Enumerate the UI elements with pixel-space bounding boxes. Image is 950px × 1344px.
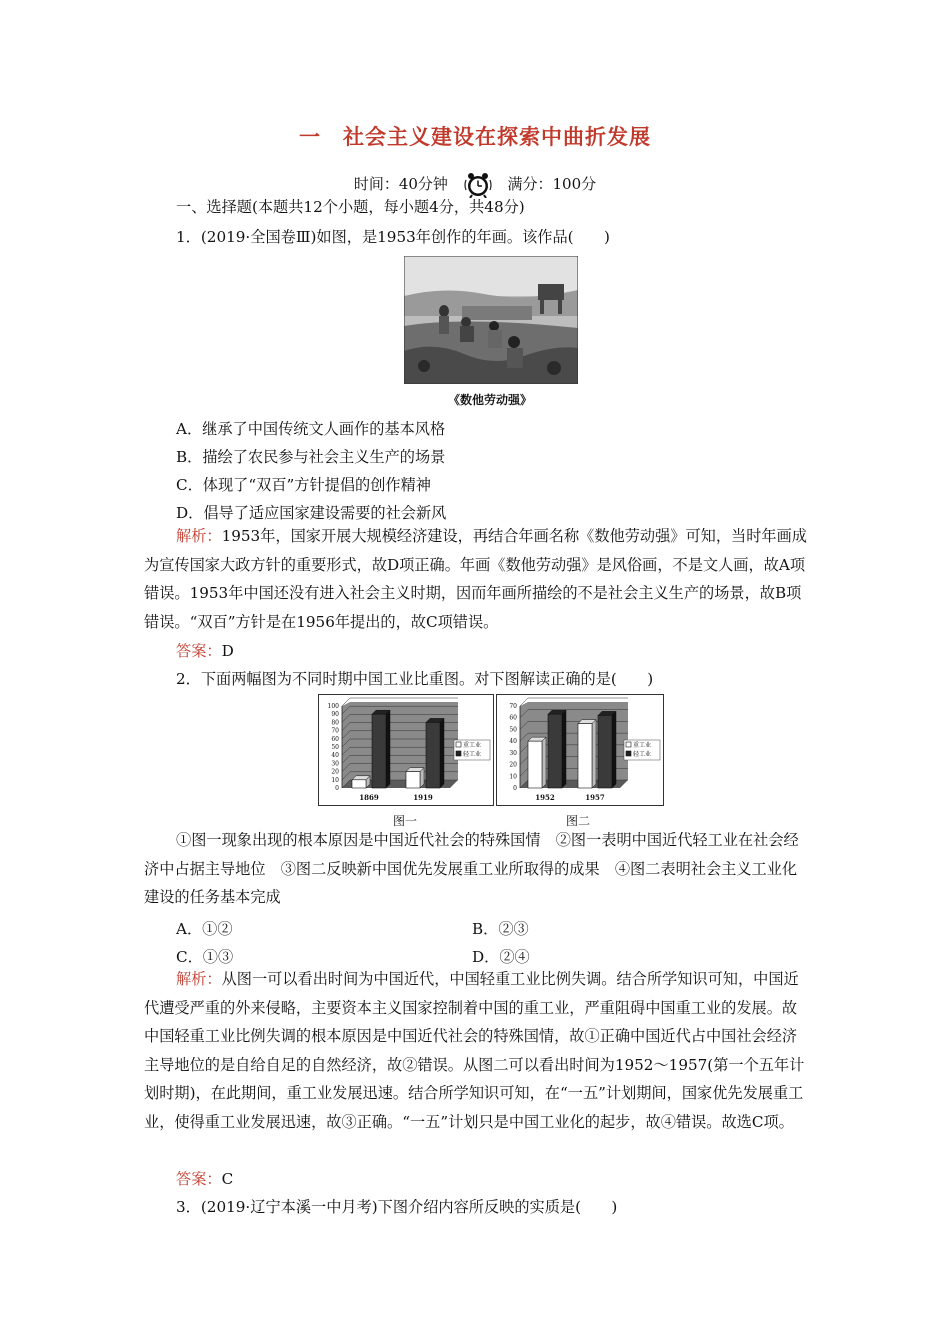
alarm-clock-icon [463,172,493,198]
time-limit: 时间：40分钟 [353,175,448,193]
chart-1-caption: 图一 [393,814,418,828]
y-tick-label: 10 [331,776,339,784]
y-tick-label: 50 [331,744,339,751]
painting-caption: 《数他劳动强》 [448,393,533,407]
q2-answer-value: C [221,1170,234,1188]
page-title [0,121,950,151]
new-year-painting-image [404,256,578,384]
q1-option-d: D．倡导了适应国家建设需要的社会新风 [176,504,447,522]
y-tick-label: 0 [335,785,339,792]
bar [598,715,612,788]
q1-analysis [144,522,809,636]
full-score: 满分：100分 [507,175,597,193]
q3-stem: 3．(2019·辽宁本溪一中月考)下图介绍内容所反映的实质是( ) [176,1198,618,1216]
q1-analysis-text: 1953年，国家开展大规模经济建设，再结合年画名称《数他劳动强》可知，当时年画成为宣传国家大政方针的重要形式，故D项正确。年画《数他劳动强》是风俗画，不是文人画，故A项错误。1953年中国还没有进入社会主义时期，因而年画所描绘的不是社会主义生产的场景，故B项错误。“双百”方针是在1956年提出的，故C项错误。 [144,527,807,631]
legend-label: 重工业 [633,742,652,749]
y-tick-label: 40 [331,752,339,760]
bar-side [542,737,546,788]
y-tick-label: 10 [509,773,517,781]
y-tick-label: 60 [331,735,339,743]
x-tick-label: 1869 [359,793,379,802]
q1-stem: 1．(2019·全国卷Ⅲ)如图，是1953年创作的年画。该作品( ) [176,228,610,246]
q1-answer-label: 答案： [176,642,222,660]
x-tick-label: 1957 [585,793,605,802]
bar-side [386,710,390,788]
y-tick-label: 30 [509,749,517,757]
q2-statements: ①图一现象出现的根本原因是中国近代社会的特殊国情 ②图一表明中国近代轻工业在社会经济中占据主导地位 ③图二反映新中国优先发展重工业所取得的成果 ④图二表明社会主义工业化建设的任务基本完成 [144,831,799,907]
legend-label: 重工业 [463,742,482,749]
q1-answer [176,640,234,661]
q1-option-c: C．体现了“双百”方针提倡的创作精神 [176,476,431,494]
title-text: 社会主义建设在探索中曲折发展 [343,124,651,149]
bar [406,772,420,788]
y-tick-label: 70 [509,703,517,710]
y-tick-label: 80 [331,719,339,727]
x-tick-label: 1952 [535,793,555,802]
q2-analysis [144,965,809,1137]
bar-side [420,768,424,788]
legend-swatch [626,742,631,747]
legend-swatch [626,751,631,756]
q2-option-d: D．②④ [472,948,530,966]
y-tick-label: 20 [331,768,339,776]
q2-analysis-text: 从图一可以看出时间为中国近代，中国轻重工业比例失调。结合所学知识可知，中国近代遭受严重的外来侵略，主要资本主义国家控制着中国的重工业，严重阻碍中国重工业的发展。故中国轻重工业比例失调的根本原因是中国近代社会的特殊国情，故①正确中国近代占中国社会经济主导地位的是自给自足的自然经济，故②错误。从图二可以看出时间为1952～1957(第一个五年计划时期)，在此期间，重工业发展迅速。结合所学知识可知，在“一五”计划期间，国家优先发展重工业，使得重工业发展迅速，故③正确。“一五”计划只是中国工业化的起步，故④错误。故选C项。 [144,970,805,1131]
legend-swatch [456,751,461,756]
q1-answer-value: D [221,642,234,660]
q2-option-a: A．①② [176,920,233,938]
legend-swatch [456,742,461,747]
section-heading: 一、选择题(本题共12个小题，每小题4分，共48分) [176,198,525,216]
legend-label: 轻工业 [633,751,652,758]
y-tick-label: 60 [509,714,517,722]
q2-answer [176,1168,233,1189]
bar-side [440,718,444,788]
y-tick-label: 20 [509,761,517,769]
legend-label: 轻工业 [463,751,482,758]
bar [578,724,592,788]
title-number: 一 [299,124,321,149]
bar-side [562,710,566,788]
q1-option-b: B．描绘了农民参与社会主义生产的场景 [176,448,446,466]
q1-option-a: A．继承了中国传统文人画作的基本风格 [176,420,446,438]
x-tick-label: 1919 [413,793,433,802]
bar [426,722,440,788]
q2-stem: 2．下面两幅图为不同时期中国工业比重图。对下图解读正确的是( ) [176,670,654,688]
bar [372,714,386,788]
y-tick-label: 100 [327,703,339,710]
y-tick-label: 90 [331,711,339,719]
exam-meta [0,172,950,198]
bar [548,714,562,788]
industry-chart-2 [496,694,664,810]
y-tick-label: 40 [509,738,517,746]
bar-side [612,711,616,788]
y-tick-label: 70 [331,727,339,735]
y-tick-label: 0 [513,785,517,792]
q2-option-b: B．②③ [472,920,529,938]
industry-chart-1 [318,694,494,810]
y-tick-label: 50 [509,726,517,734]
y-tick-label: 30 [331,760,339,768]
q1-analysis-label: 解析： [176,527,222,545]
chart-2-caption: 图二 [566,814,591,828]
bar [352,780,366,788]
q2-option-c: C．①③ [176,948,234,966]
q2-analysis-label: 解析： [176,970,222,988]
bar-side [592,720,596,788]
bar [528,741,542,788]
q2-answer-label: 答案： [176,1170,222,1188]
